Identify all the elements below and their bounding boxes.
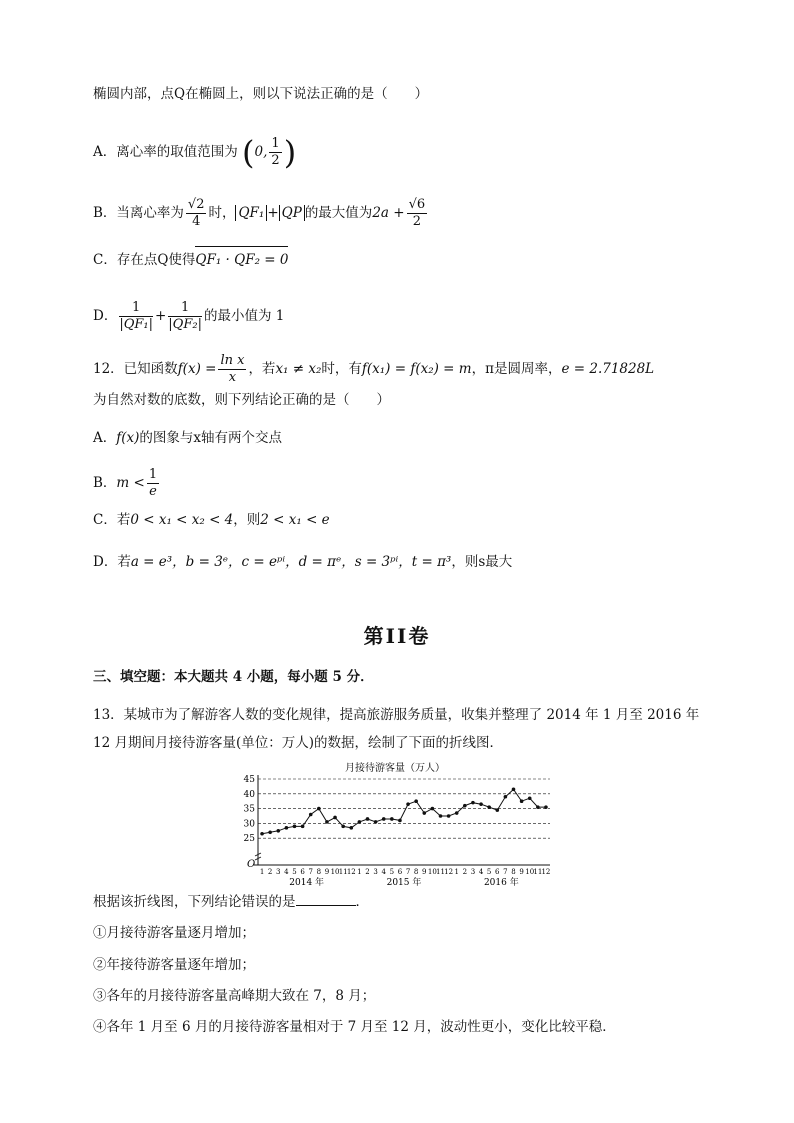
- data-point: [349, 826, 353, 830]
- q12-text: 为自然对数的底数，则下列结论正确的是（ ）: [93, 392, 390, 408]
- option-text: ，则s最大: [451, 554, 513, 570]
- x-tick-label: 10: [330, 868, 340, 876]
- math-expr: 0 < x₁ < x₂ < 4: [130, 512, 234, 528]
- vector-expr: QF₁ · QF₂ = 0: [195, 252, 289, 268]
- q11-option-a: [93, 133, 297, 172]
- frac-num: √6: [408, 197, 426, 212]
- x-tick-label: 8: [511, 868, 516, 876]
- frac-num: 1: [148, 467, 158, 482]
- q13-statement-1: ①月接待游客量逐月增加；: [93, 925, 255, 941]
- q11-option-b: [93, 197, 429, 230]
- chart-grid: [254, 775, 550, 865]
- data-point: [268, 830, 272, 834]
- data-point: [487, 805, 491, 809]
- data-point: [471, 801, 475, 805]
- frac-den: 2: [271, 153, 280, 168]
- visitor-line-chart: [230, 757, 560, 887]
- option-label: D．: [93, 308, 118, 324]
- data-point: [455, 811, 459, 815]
- x-tick-label: 3: [470, 868, 476, 876]
- data-point: [479, 802, 483, 806]
- q12-stem-line2: [93, 390, 390, 410]
- data-point: [276, 829, 280, 833]
- frac-num: ln x: [220, 353, 245, 368]
- math-expr: f(x): [116, 430, 140, 446]
- q11-option-c: [93, 250, 288, 270]
- data-point: [317, 807, 321, 811]
- fraction: [168, 300, 202, 333]
- data-point: [447, 814, 451, 818]
- data-point: [333, 816, 337, 820]
- chart-title: 月接待游客量（万人）: [345, 763, 445, 774]
- data-point: [309, 813, 313, 817]
- x-tick-label: 1: [259, 868, 265, 876]
- y-tick-label: 40: [243, 789, 255, 800]
- plus: +: [267, 205, 279, 221]
- math-expr: a = e³，b = 3ᵉ，c = eᵖⁱ，d = πᵉ，s = 3ᵖⁱ，t = π³: [130, 554, 452, 570]
- x-tick-label: 11: [338, 868, 348, 876]
- x-tick-label: 3: [373, 868, 378, 876]
- frac-num: 1: [271, 136, 280, 151]
- data-point: [398, 819, 402, 823]
- q13-statement-2: ②年接待游客量逐年增加；: [93, 957, 255, 973]
- option-text: 的最小值为 1: [203, 308, 285, 324]
- data-point: [422, 811, 426, 815]
- option-text: 离心率的取值范围为: [116, 144, 238, 160]
- paren-open: (: [242, 133, 255, 172]
- series-line: [262, 789, 546, 833]
- q12-option-c: [93, 510, 330, 530]
- x-tick-label: 5: [486, 868, 492, 876]
- fraction: [186, 197, 207, 230]
- data-point: [463, 804, 467, 808]
- option-label: C．若: [93, 512, 131, 528]
- option-text: 的最大值为: [304, 205, 373, 221]
- q12-option-b: [93, 467, 161, 500]
- fraction: [119, 300, 153, 333]
- q12-text: ，π是圆周率，: [471, 361, 562, 377]
- data-point: [325, 820, 329, 824]
- q12-stem: [93, 353, 654, 386]
- data-point: [536, 805, 540, 809]
- x-tick-label: 2: [267, 868, 273, 876]
- data-point: [366, 817, 370, 821]
- x-tick-label: 11: [436, 868, 445, 876]
- data-point: [406, 802, 410, 806]
- x-tick-label: 12: [444, 868, 454, 876]
- interval-start: 0,: [254, 144, 268, 160]
- x-tick-label: 2: [365, 868, 370, 876]
- data-point: [520, 799, 524, 803]
- math-expr: e = 2.71828L: [561, 361, 655, 377]
- fraction: [269, 136, 281, 169]
- option-label: B．: [93, 475, 117, 491]
- q12-text: ，若: [248, 361, 276, 377]
- frac-den: x: [228, 370, 237, 385]
- math-expr: m <: [116, 475, 145, 491]
- section-heading: 三、填空题：本大题共 4 小题，每小题 5 分．: [93, 669, 374, 685]
- data-point: [382, 817, 386, 821]
- frac-num: 1: [119, 300, 153, 317]
- option-text: ，则: [233, 512, 261, 528]
- year-label: 2014 年: [289, 878, 325, 887]
- data-point: [544, 805, 548, 809]
- math-expr: f(x) =: [177, 361, 217, 377]
- x-tick-label: 8: [413, 868, 419, 876]
- option-text: 存在点Q使得: [116, 252, 196, 268]
- option-label: C．: [93, 252, 117, 268]
- x-tick-label: 9: [422, 868, 427, 876]
- fraction: [407, 197, 428, 230]
- data-point: [293, 825, 297, 829]
- x-tick-label: 4: [478, 868, 484, 876]
- frac-den: 4: [192, 214, 201, 229]
- year-label: 2016 年: [483, 878, 519, 887]
- q13-question: [93, 891, 369, 912]
- axis-origin: O: [247, 859, 256, 870]
- option-label: A．: [93, 430, 117, 446]
- y-tick-label: 35: [243, 804, 255, 815]
- x-tick-label: 1: [357, 868, 362, 876]
- q12-text: 时，有: [321, 361, 362, 377]
- x-tick-label: 10: [427, 868, 437, 876]
- frac-num: √2: [187, 197, 205, 212]
- frac-num: 1: [168, 300, 202, 317]
- x-tick-label: 11: [533, 868, 543, 876]
- data-point: [512, 788, 516, 792]
- q11-option-d: [93, 300, 284, 333]
- answer-blank[interactable]: [296, 891, 356, 906]
- x-tick-label: 6: [495, 868, 500, 876]
- fraction: [147, 467, 159, 500]
- math-expr: 2 < x₁ < e: [260, 512, 330, 528]
- option-text: 当离心率为: [116, 205, 184, 221]
- q12-text: 12．已知函数: [93, 361, 178, 377]
- section-title: 第II卷: [363, 624, 431, 648]
- math-expr: 2a +: [372, 205, 405, 221]
- x-tick-label: 6: [397, 868, 403, 876]
- math-expr: x₁ ≠ x₂: [275, 361, 322, 377]
- x-tick-label: 1: [454, 868, 459, 876]
- data-point: [285, 826, 289, 830]
- x-tick-label: 9: [519, 868, 524, 876]
- y-tick-label: 25: [243, 834, 255, 845]
- data-point: [414, 799, 418, 803]
- x-tick-label: 7: [308, 868, 313, 876]
- plus: +: [154, 308, 167, 324]
- x-tick-label: 2: [462, 868, 468, 876]
- option-label: D．若: [93, 554, 131, 570]
- x-tick-label: 6: [300, 868, 305, 876]
- q13-question-end: ．: [355, 894, 369, 910]
- option-text: 时，: [208, 205, 236, 221]
- data-point: [504, 795, 508, 799]
- q13-statement-3: ③各年的月接待游客量高峰期大致在 7，8 月；: [93, 988, 376, 1004]
- q13-stem: 13．某城市为了解游客人数的变化规律，提高旅游服务质量，收集并整理了 2014 年 1 月至 2016 年: [93, 707, 700, 723]
- x-tick-label: 12: [541, 868, 551, 876]
- q11-stem-text: 椭圆内部，点Q在椭圆上，则以下说法正确的是（ ）: [93, 86, 429, 102]
- data-point: [301, 825, 305, 829]
- q13-question-text: 根据该折线图，下列结论错误的是: [93, 894, 296, 910]
- x-tick-label: 3: [276, 868, 281, 876]
- paren-close: ): [283, 133, 297, 172]
- q13-statement-4: ④各年 1 月至 6 月的月接待游客量相对于 7 月至 12 月，波动性更小，变化比较平稳．: [93, 1019, 616, 1035]
- x-tick-label: 5: [292, 868, 297, 876]
- x-tick-label: 7: [503, 868, 508, 876]
- frac-den: |QF₁|: [119, 317, 153, 332]
- data-point: [495, 808, 499, 812]
- option-label: A．: [93, 144, 117, 160]
- q13-stem-line2: 12 月期间月接待游客量(单位：万人)的数据，绘制了下面的折线图．: [93, 735, 504, 751]
- data-point: [374, 820, 378, 824]
- chart-series: [260, 788, 547, 836]
- fraction: [218, 353, 246, 386]
- option-label: B．: [93, 205, 117, 221]
- frac-den: 2: [412, 214, 421, 229]
- frac-den: |QF₂|: [168, 317, 202, 332]
- data-point: [390, 817, 394, 821]
- math-expr: f(x₁) = f(x₂) = m: [361, 361, 472, 377]
- x-tick-label: 8: [316, 868, 322, 876]
- data-point: [431, 807, 435, 811]
- data-point: [341, 825, 345, 829]
- data-point: [528, 796, 532, 800]
- year-label: 2015 年: [386, 878, 422, 887]
- q11-stem: [93, 84, 428, 104]
- abs-value: QF₁: [235, 205, 267, 221]
- abs-value: QP: [279, 205, 305, 221]
- x-axis-ticks: [260, 868, 551, 887]
- x-tick-label: 5: [389, 868, 395, 876]
- data-point: [358, 820, 362, 824]
- option-text: 的图象与x轴有两个交点: [139, 430, 283, 446]
- x-tick-label: 7: [405, 868, 411, 876]
- frac-den: e: [149, 484, 157, 499]
- x-tick-label: 4: [284, 868, 289, 876]
- y-tick-label: 45: [243, 775, 255, 785]
- x-tick-label: 9: [324, 868, 330, 876]
- y-axis-ticks: [244, 775, 256, 844]
- x-tick-label: 10: [525, 868, 535, 876]
- data-point: [439, 814, 443, 818]
- y-tick-label: 30: [243, 819, 255, 830]
- data-point: [260, 832, 264, 836]
- x-tick-label: 4: [381, 868, 386, 876]
- q12-option-a: [93, 428, 282, 448]
- x-tick-label: 12: [346, 868, 356, 876]
- q12-option-d: [93, 552, 512, 572]
